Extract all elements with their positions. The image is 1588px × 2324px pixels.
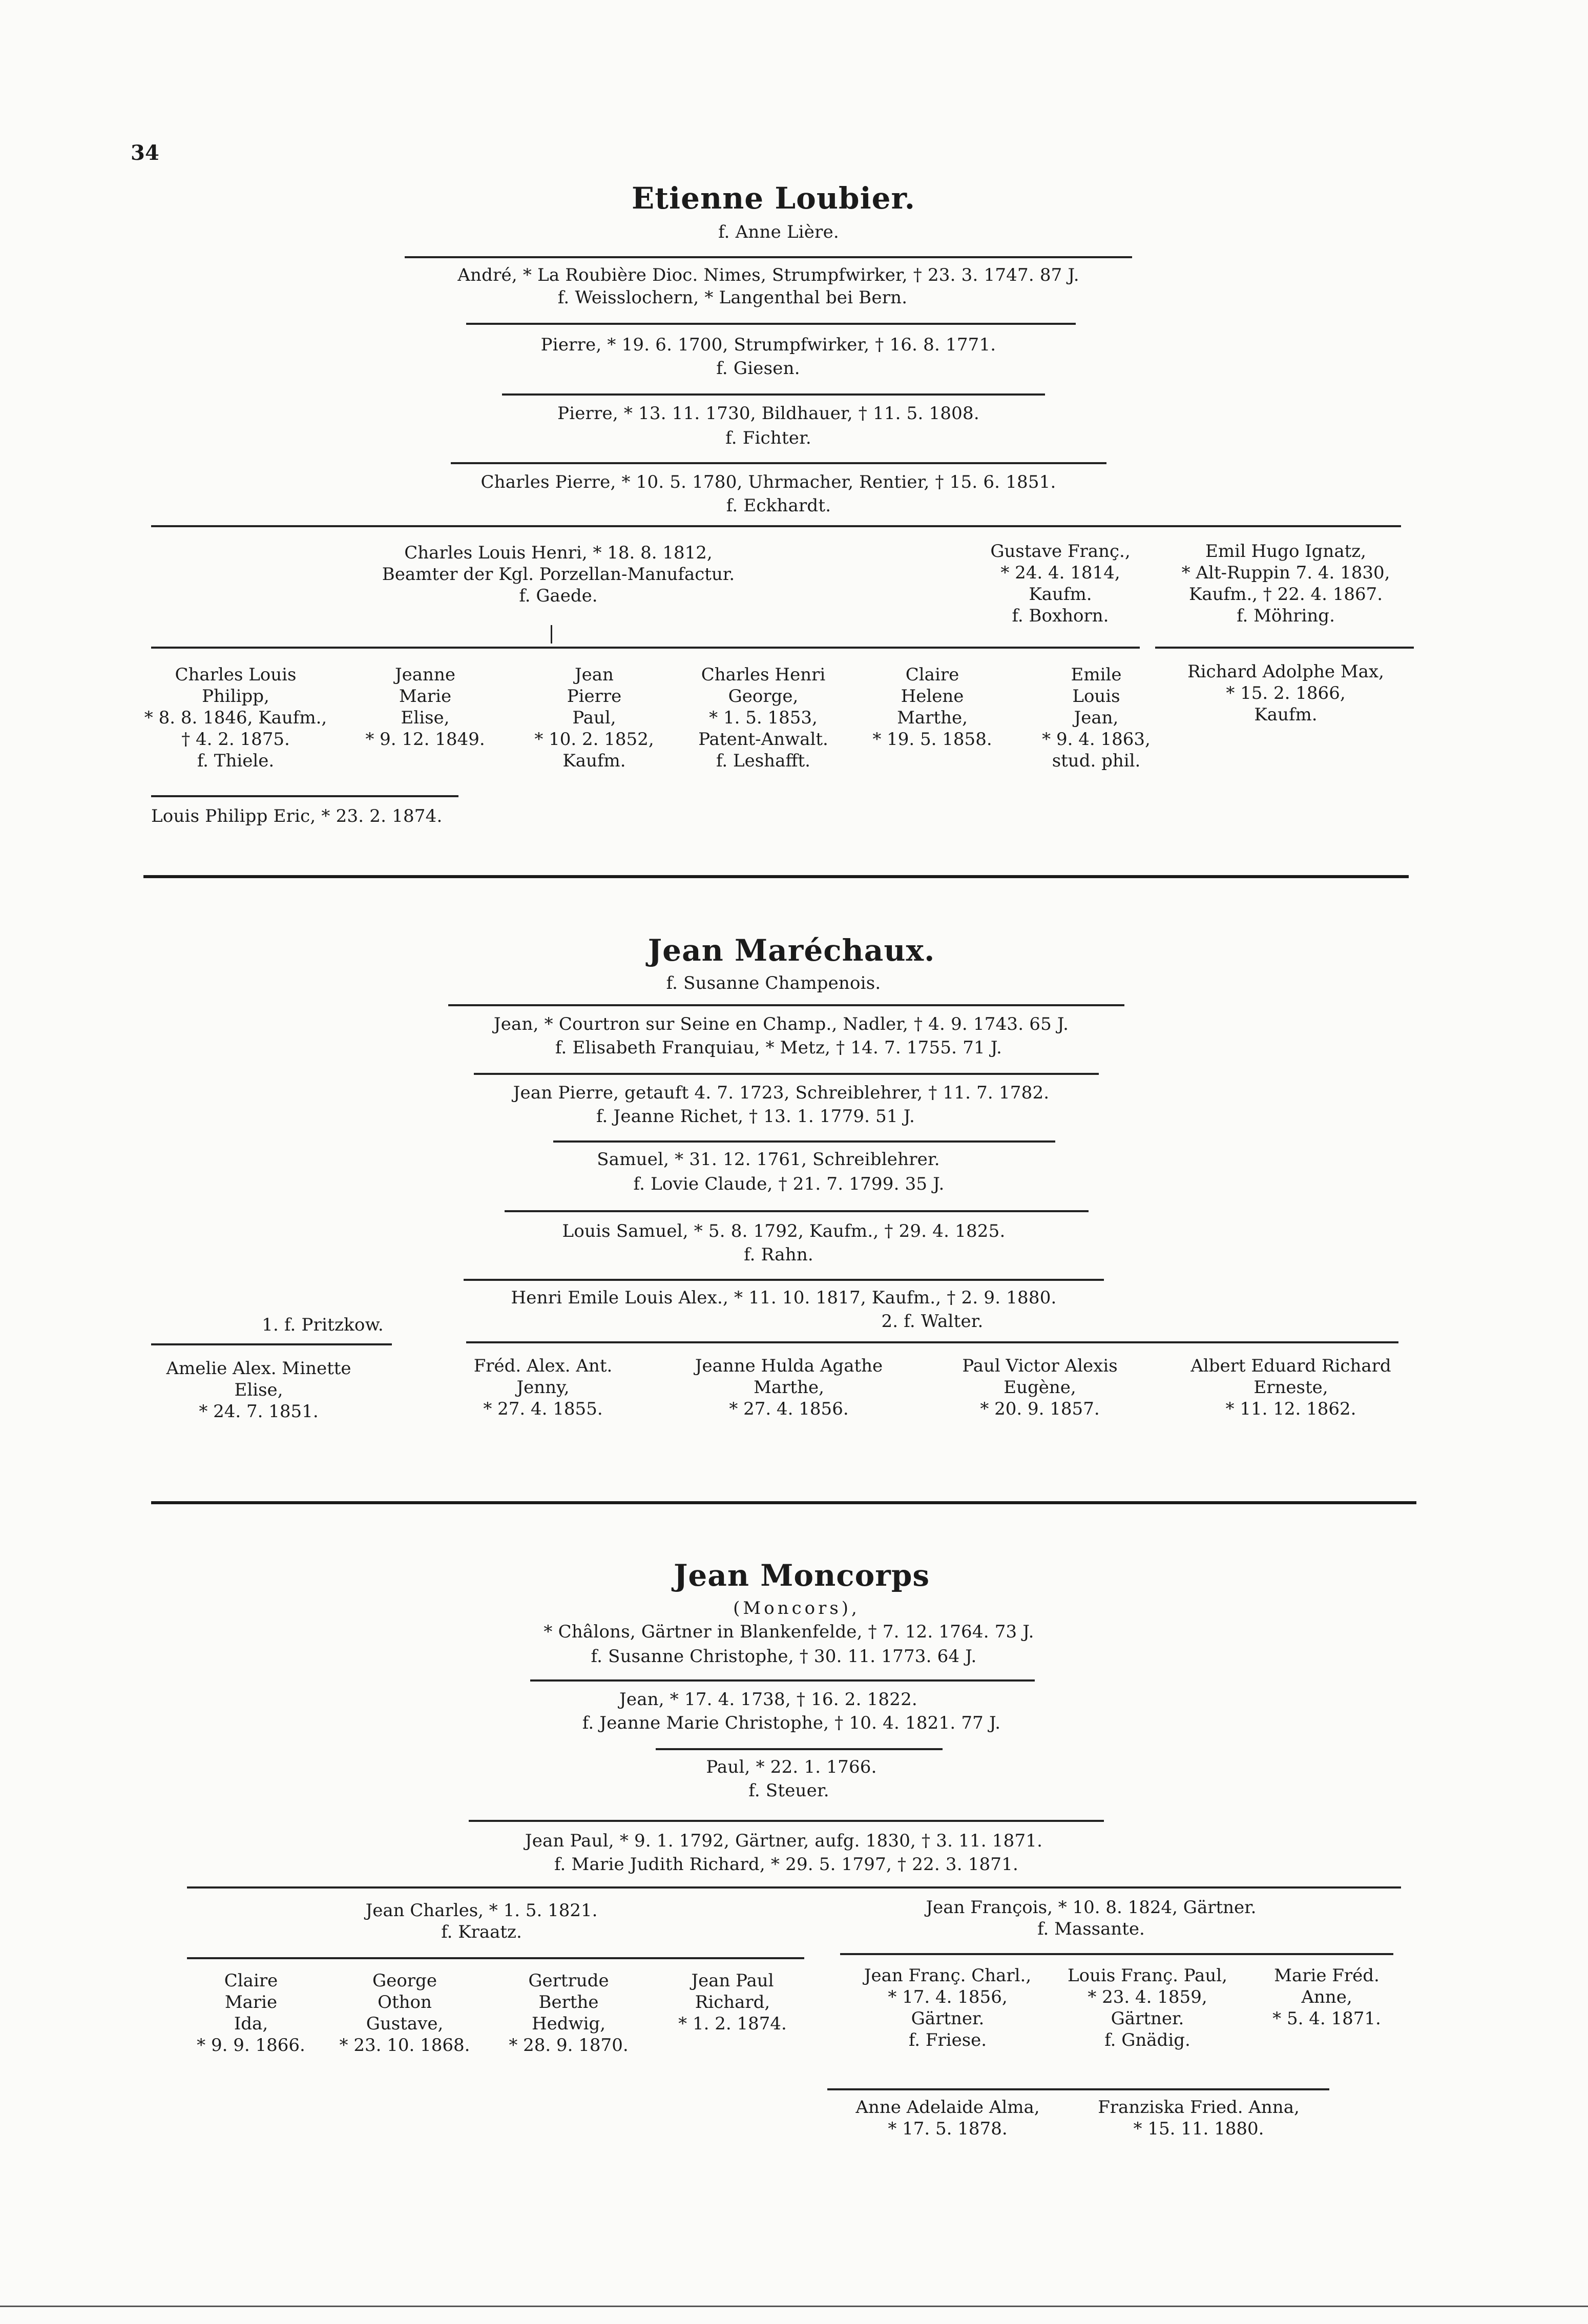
moncorps-g5b-1-line3: Gärtner. xyxy=(911,2008,985,2029)
marechaux-g6-4-line1: Paul Victor Alexis xyxy=(962,1356,1118,1376)
loubier-g5-3-line2: * Alt-Ruppin 7. 4. 1830, xyxy=(1181,563,1390,583)
moncorps-g5a-child-3 xyxy=(492,1970,645,2056)
loubier-g6-5-line1: Claire xyxy=(905,665,959,685)
moncorps-g5a-4-line2: Richard, xyxy=(695,1992,770,2012)
marechaux-g6-1-line1: Amelie Alex. Minette xyxy=(166,1358,351,1379)
loubier-g5-3-line1: Emil Hugo Ignatz, xyxy=(1205,541,1366,562)
moncorps-g5a-3-line4: * 28. 9. 1870. xyxy=(509,2035,629,2056)
loubier-g5-child-2 xyxy=(963,541,1158,627)
loubier-g5-2-line4: f. Boxhorn. xyxy=(1012,606,1109,626)
loubier-g6-child-7 xyxy=(1163,661,1409,725)
moncorps-g4-1-line1: Jean Charles, * 1. 5. 1821. xyxy=(365,1900,598,1921)
marechaux-g6-1-line2: Elise, xyxy=(234,1380,283,1400)
loubier-g6-3-line5: Kaufm. xyxy=(562,751,626,771)
loubier-g5-2-line1: Gustave Franç., xyxy=(990,541,1131,562)
moncorps-g5a-1-line4: * 9. 9. 1866. xyxy=(197,2035,305,2056)
loubier-g6-4-line1: Charles Henri xyxy=(701,665,826,685)
loubier-g6-2-line4: * 9. 12. 1849. xyxy=(365,729,485,750)
loubier-g6-child-3 xyxy=(523,664,666,772)
moncorps-g5b-1-line4: f. Friese. xyxy=(908,2030,987,2050)
moncorps-g5a-2-line4: * 23. 10. 1868. xyxy=(339,2035,470,2056)
loubier-g6-3-line1: Jean xyxy=(575,665,614,685)
loubier-g7: Louis Philipp Eric, * 23. 2. 1874. xyxy=(151,806,443,826)
moncorps-g4-2-line2: f. Massante. xyxy=(1037,1919,1145,1939)
loubier-rule-1 xyxy=(405,256,1132,258)
marechaux-g6-child-5 xyxy=(1173,1355,1409,1420)
moncorps-g1-line2: f. Jeanne Marie Christophe, † 10. 4. 1821. 77 J. xyxy=(582,1713,1001,1733)
moncorps-g3-line1: Jean Paul, * 9. 1. 1792, Gärtner, aufg. 1830, † 3. 11. 1871. xyxy=(525,1831,1043,1851)
moncorps-g5b-2-line3: Gärtner. xyxy=(1111,2008,1184,2029)
loubier-g6-2-line3: Elise, xyxy=(401,708,450,728)
loubier-g6-1-line5: f. Thiele. xyxy=(197,751,275,771)
loubier-g5-1-line1: Charles Louis Henri, * 18. 8. 1812, xyxy=(404,543,713,563)
moncorps-g4-child-1 xyxy=(297,1900,666,1943)
moncorps-g5a-2-line3: Gustave, xyxy=(366,2014,444,2034)
loubier-g3-line2: f. Fichter. xyxy=(725,428,811,448)
marechaux-g5-main: Henri Emile Louis Alex., * 11. 10. 1817, Kaufm., † 2. 9. 1880. xyxy=(511,1288,1057,1308)
moncorps-title: Jean Moncorps xyxy=(673,1558,930,1593)
loubier-g1-line1: André, * La Roubière Dioc. Nimes, Strumpfwirker, † 23. 3. 1747. 87 J. xyxy=(457,265,1079,285)
moncorps-g5a-2-line2: Othon xyxy=(378,1992,432,2012)
loubier-g6-3-line2: Pierre xyxy=(567,686,622,707)
marechaux-g5-first-wife: 1. f. Pritzkow. xyxy=(262,1315,384,1335)
moncorps-g6-child-2 xyxy=(1076,2097,1322,2140)
loubier-g5-1-line3: f. Gaede. xyxy=(519,586,598,606)
loubier-g5-2-line3: Kaufm. xyxy=(1029,584,1092,605)
moncorps-g3-line2: f. Marie Judith Richard, * 29. 5. 1797, † 22. 3. 1871. xyxy=(554,1854,1019,1875)
loubier-g6-4-line2: George, xyxy=(728,686,799,707)
loubier-rule-2 xyxy=(466,323,1076,325)
moncorps-g1-line1: Jean, * 17. 4. 1738, † 16. 2. 1822. xyxy=(619,1689,917,1710)
loubier-g6-6-line2: Louis xyxy=(1072,686,1120,707)
moncorps-g5a-child-2 xyxy=(333,1970,476,2056)
loubier-g5-child-3 xyxy=(1163,541,1409,627)
moncorps-g6-2-line1: Franziska Fried. Anna, xyxy=(1098,2097,1300,2118)
loubier-g6-3-line3: Paul, xyxy=(572,708,616,728)
moncorps-g4-1-line2: f. Kraatz. xyxy=(441,1922,522,1942)
loubier-rule-5 xyxy=(151,525,1401,527)
loubier-g4-line2: f. Eckhardt. xyxy=(726,495,831,516)
loubier-g6-3-line4: * 10. 2. 1852, xyxy=(534,729,654,750)
loubier-g6-child-1 xyxy=(143,664,328,772)
loubier-wife: f. Anne Lière. xyxy=(718,222,839,242)
loubier-g6-child-4 xyxy=(681,664,845,772)
moncorps-g6-2-line2: * 15. 11. 1880. xyxy=(1133,2119,1264,2139)
loubier-rule-3 xyxy=(502,393,1045,396)
moncorps-rule-3 xyxy=(469,1820,1104,1822)
page-bottom-edge xyxy=(0,2306,1588,2307)
section-divider-2 xyxy=(151,1501,1416,1504)
loubier-branch-line xyxy=(551,625,552,644)
loubier-g6-child-6 xyxy=(1019,664,1173,772)
marechaux-g2-line1: Jean Pierre, getauft 4. 7. 1723, Schreiblehrer, † 11. 7. 1782. xyxy=(513,1083,1050,1103)
moncorps-alias: (Moncors), xyxy=(733,1598,860,1619)
marechaux-g6-5-line2: Erneste, xyxy=(1253,1377,1328,1398)
marechaux-g6-4-line3: * 20. 9. 1857. xyxy=(980,1399,1100,1419)
marechaux-g1-line2: f. Elisabeth Franquiau, * Metz, † 14. 7. 1755. 71 J. xyxy=(555,1038,1002,1058)
moncorps-g2-line1: Paul, * 22. 1. 1766. xyxy=(706,1757,877,1777)
marechaux-rule-3 xyxy=(553,1140,1055,1143)
moncorps-g5b-3-line1: Marie Fréd. xyxy=(1274,1965,1380,1986)
moncorps-g4-2-line1: Jean François, * 10. 8. 1824, Gärtner. xyxy=(926,1897,1257,1918)
moncorps-g5a-3-line3: Hedwig, xyxy=(531,2014,606,2034)
loubier-g5-1-line2: Beamter der Kgl. Porzellan-Manufactur. xyxy=(382,564,735,585)
marechaux-g6-child-4 xyxy=(932,1355,1147,1420)
marechaux-g6-2-line2: Jenny, xyxy=(516,1377,570,1398)
moncorps-rule-6 xyxy=(827,2088,1329,2090)
marechaux-g6-5-line1: Albert Eduard Richard xyxy=(1190,1356,1391,1376)
loubier-g6-4-line4: Patent-Anwalt. xyxy=(698,729,828,750)
marechaux-g6-child-2 xyxy=(451,1355,635,1420)
loubier-g6-2-line1: Jeanne xyxy=(395,665,455,685)
loubier-g6-6-line1: Emile xyxy=(1071,665,1122,685)
moncorps-g5b-2-line1: Louis Franç. Paul, xyxy=(1068,1965,1227,1986)
loubier-g6-1-line3: * 8. 8. 1846, Kaufm., xyxy=(144,708,327,728)
marechaux-g6-3-line1: Jeanne Hulda Agathe xyxy=(695,1356,883,1376)
loubier-g6-5-line4: * 19. 5. 1858. xyxy=(872,729,992,750)
loubier-rule-6b xyxy=(1155,647,1414,649)
marechaux-rule-6b xyxy=(466,1341,1398,1343)
loubier-g6-5-line3: Marthe, xyxy=(897,708,968,728)
moncorps-g5a-4-line1: Jean Paul xyxy=(691,1970,774,1991)
loubier-g6-7-line3: Kaufm. xyxy=(1254,704,1318,725)
loubier-g5-3-line3: Kaufm., † 22. 4. 1867. xyxy=(1188,584,1383,605)
loubier-rule-6a xyxy=(151,647,1140,649)
moncorps-g5a-1-line1: Claire xyxy=(224,1970,278,1991)
loubier-g6-5-line2: Helene xyxy=(901,686,964,707)
moncorps-g6-1-line2: * 17. 5. 1878. xyxy=(888,2119,1008,2139)
loubier-g6-1-line4: † 4. 2. 1875. xyxy=(181,729,290,750)
moncorps-g5b-1-line1: Jean Franç. Charl., xyxy=(864,1965,1032,1986)
moncorps-g5a-2-line1: George xyxy=(372,1970,437,1991)
marechaux-g6-1-line3: * 24. 7. 1851. xyxy=(199,1401,319,1422)
marechaux-rule-2 xyxy=(474,1073,1099,1075)
marechaux-g6-child-3 xyxy=(676,1355,902,1420)
marechaux-g6-child-1 xyxy=(146,1358,371,1422)
marechaux-g5-second-wife: 2. f. Walter. xyxy=(881,1311,984,1332)
moncorps-wife: f. Susanne Christophe, † 30. 11. 1773. 64 J. xyxy=(591,1646,977,1667)
loubier-g2-line1: Pierre, * 19. 6. 1700, Strumpfwirker, † 16. 8. 1771. xyxy=(540,335,996,355)
marechaux-g6-2-line1: Fréd. Alex. Ant. xyxy=(473,1356,613,1376)
marechaux-g3-line1: Samuel, * 31. 12. 1761, Schreiblehrer. xyxy=(597,1149,940,1170)
moncorps-g5a-1-line2: Marie xyxy=(224,1992,278,2012)
page-number: 34 xyxy=(131,141,160,165)
loubier-g2-line2: f. Giesen. xyxy=(716,358,800,379)
moncorps-g5b-child-1 xyxy=(850,1965,1045,2051)
loubier-g5-2-line2: * 24. 4. 1814, xyxy=(1000,563,1120,583)
marechaux-title: Jean Maréchaux. xyxy=(647,933,935,968)
marechaux-g2-line2: f. Jeanne Richet, † 13. 1. 1779. 51 J. xyxy=(596,1106,915,1127)
moncorps-g5b-3-line2: Anne, xyxy=(1301,1987,1352,2007)
moncorps-rule-4 xyxy=(187,1886,1401,1889)
loubier-g6-6-line3: Jean, xyxy=(1074,708,1119,728)
moncorps-rule-5b xyxy=(840,1953,1393,1955)
loubier-g4-line1: Charles Pierre, * 10. 5. 1780, Uhrmacher, Rentier, † 15. 6. 1851. xyxy=(480,472,1056,492)
loubier-rule-7 xyxy=(151,795,458,797)
loubier-g6-1-line2: Philipp, xyxy=(202,686,269,707)
loubier-g6-4-line3: * 1. 5. 1853, xyxy=(709,708,818,728)
moncorps-g5a-child-4 xyxy=(661,1970,804,2035)
marechaux-rule-5 xyxy=(464,1279,1104,1281)
moncorps-g5b-1-line2: * 17. 4. 1856, xyxy=(888,1987,1008,2007)
loubier-g6-child-5 xyxy=(861,664,1004,750)
moncorps-g5a-child-1 xyxy=(174,1970,328,2056)
moncorps-g5a-4-line3: * 1. 2. 1874. xyxy=(678,2014,787,2034)
marechaux-g4-line1: Louis Samuel, * 5. 8. 1792, Kaufm., † 29. 4. 1825. xyxy=(562,1221,1006,1241)
loubier-g6-7-line1: Richard Adolphe Max, xyxy=(1187,661,1384,682)
loubier-g6-6-line4: * 9. 4. 1863, xyxy=(1042,729,1151,750)
loubier-g6-6-line5: stud. phil. xyxy=(1052,751,1141,771)
moncorps-g5b-3-line3: * 5. 4. 1871. xyxy=(1272,2008,1381,2029)
loubier-g6-7-line2: * 15. 2. 1866, xyxy=(1226,683,1346,703)
marechaux-g6-3-line2: Marthe, xyxy=(754,1377,824,1398)
moncorps-rule-1 xyxy=(530,1679,1035,1682)
moncorps-rule-2 xyxy=(656,1748,943,1750)
loubier-g6-1-line1: Charles Louis xyxy=(175,665,297,685)
marechaux-rule-4 xyxy=(505,1210,1089,1212)
moncorps-g5b-child-2 xyxy=(1045,1965,1250,2051)
loubier-g6-2-line2: Marie xyxy=(399,686,452,707)
loubier-g6-4-line5: f. Leshafft. xyxy=(716,751,810,771)
moncorps-g5b-2-line2: * 23. 4. 1859, xyxy=(1088,1987,1207,2007)
moncorps-g2-line2: f. Steuer. xyxy=(748,1780,829,1801)
loubier-g5-3-line4: f. Möhring. xyxy=(1237,606,1335,626)
moncorps-g6-child-1 xyxy=(835,2097,1060,2140)
loubier-g1-line2: f. Weisslochern, * Langenthal bei Bern. xyxy=(557,287,908,308)
moncorps-g5a-3-line1: Gertrude xyxy=(528,1970,609,1991)
section-divider-1 xyxy=(143,875,1409,878)
moncorps-rule-5a xyxy=(187,1957,804,1959)
loubier-rule-4 xyxy=(451,462,1106,464)
marechaux-g6-2-line3: * 27. 4. 1855. xyxy=(483,1399,603,1419)
moncorps-g5a-1-line3: Ida, xyxy=(234,2014,268,2034)
loubier-title: Etienne Loubier. xyxy=(632,181,915,216)
marechaux-rule-6a xyxy=(151,1343,392,1345)
moncorps-origin: * Châlons, Gärtner in Blankenfelde, † 7. 12. 1764. 73 J. xyxy=(544,1622,1034,1642)
moncorps-g5b-child-3 xyxy=(1255,1965,1398,2029)
moncorps-g6-1-line1: Anne Adelaide Alma, xyxy=(855,2097,1040,2118)
marechaux-g3-line2: f. Lovie Claude, † 21. 7. 1799. 35 J. xyxy=(633,1174,945,1194)
loubier-g5-child-1 xyxy=(348,542,768,607)
marechaux-g6-4-line2: Eugène, xyxy=(1004,1377,1076,1398)
marechaux-g6-3-line3: * 27. 4. 1856. xyxy=(729,1399,849,1419)
marechaux-rule-1 xyxy=(448,1004,1124,1006)
marechaux-g4-line2: f. Rahn. xyxy=(744,1244,813,1265)
marechaux-wife: f. Susanne Champenois. xyxy=(666,973,881,993)
loubier-g6-child-2 xyxy=(348,664,502,750)
loubier-g3-line1: Pierre, * 13. 11. 1730, Bildhauer, † 11. 5. 1808. xyxy=(557,403,979,424)
marechaux-g1-line1: Jean, * Courtron sur Seine en Champ., Nadler, † 4. 9. 1743. 65 J. xyxy=(493,1014,1069,1034)
moncorps-g5a-3-line2: Berthe xyxy=(538,1992,599,2012)
moncorps-g4-child-2 xyxy=(881,1897,1301,1940)
moncorps-g5b-2-line4: f. Gnädig. xyxy=(1104,2030,1190,2050)
marechaux-g6-5-line3: * 11. 12. 1862. xyxy=(1225,1399,1356,1419)
